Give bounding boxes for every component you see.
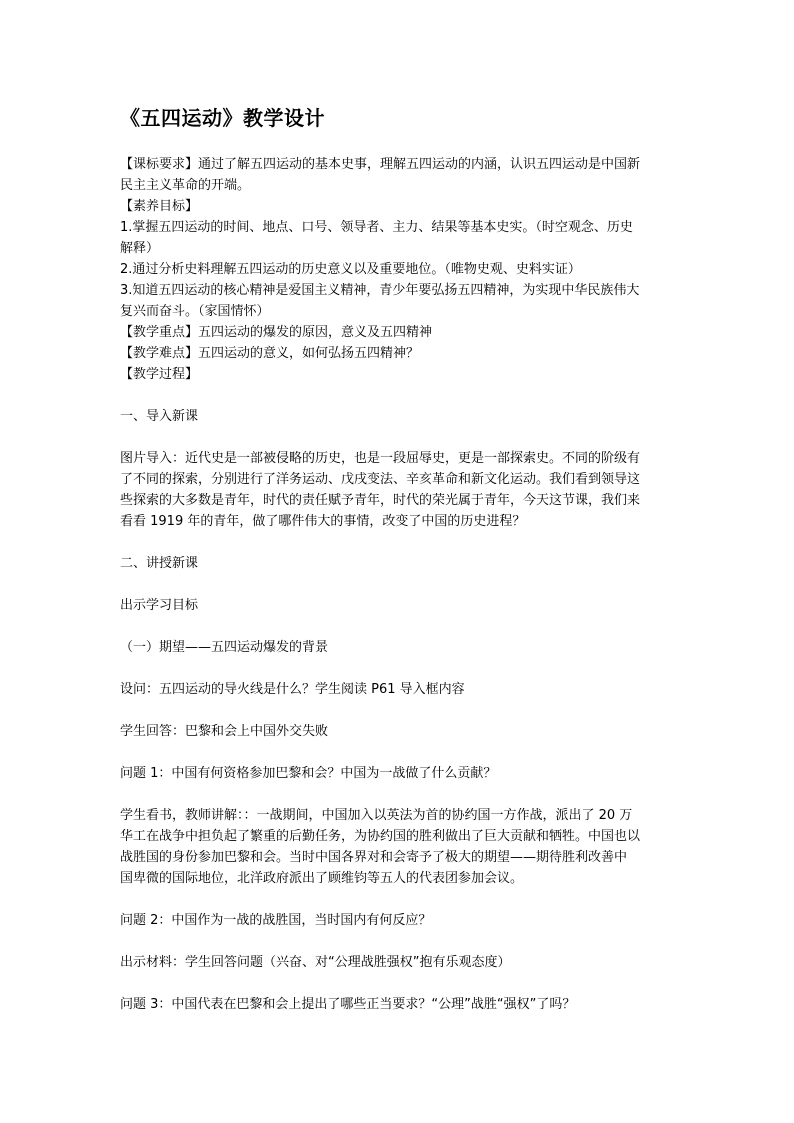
text-line: 1.掌握五四运动的时间、地点、口号、领导者、主力、结果等基本史实。（时空观念、历史 bbox=[120, 220, 633, 235]
text-line: 国卑微的国际地位，北洋政府派出了顾维钧等五人的代表团参加会议。 bbox=[120, 871, 524, 886]
text-line: 学生看书，教师讲解：：一战期间，中国加入以英法为首的协约国一方作战，派出了 20 万 bbox=[120, 808, 633, 823]
intro-paragraph bbox=[120, 448, 680, 532]
text-line: 【教学重点】五四运动的爆发的原因，意义及五四精神 bbox=[120, 325, 433, 340]
text-line: 民主主义革命的开端。 bbox=[120, 178, 251, 193]
show-goals-text: 出示学习目标 bbox=[120, 598, 199, 613]
text-line: 战胜国的身份参加巴黎和会。当时中国各界对和会寄予了极大的期望——期待胜利改善中 bbox=[120, 850, 628, 865]
text-line: 些探索的大多数是青年，时代的责任赋予青年，时代的荣光属于青年，今天这节课，我们来 bbox=[120, 493, 641, 508]
document-title: 《五四运动》教学设计 bbox=[120, 106, 325, 130]
question-intro: 设问：五四运动的导火线是什么？学生阅读 P61 导入框内容 bbox=[120, 682, 465, 697]
question-3: 问题 3：中国代表在巴黎和会上提出了哪些正当要求？“公理”战胜“强权”了吗？ bbox=[120, 997, 576, 1012]
text-line: 图片导入：近代史是一部被侵略的历史，也是一段屈辱史，更是一部探索史。不同的阶级有 bbox=[120, 451, 641, 466]
document-page bbox=[120, 106, 680, 1015]
section-heading-new-lesson: 二、讲授新课 bbox=[120, 556, 199, 571]
text-line: 华工在战争中担负起了繁重的后勤任务，为协约国的胜利做出了巨大贡献和牺牲。中国也以 bbox=[120, 829, 641, 844]
section-heading-intro: 一、导入新课 bbox=[120, 409, 199, 424]
text-line: 解释） bbox=[120, 241, 160, 256]
text-line: 了不同的探索，分别进行了洋务运动、戊戌变法、辛亥革命和新文化运动。我们看到领导这 bbox=[120, 472, 641, 487]
subsection-heading: （一）期望——五四运动爆发的背景 bbox=[120, 640, 329, 655]
text-line: 【素养目标】 bbox=[120, 199, 199, 214]
text-line: 看看 1919 年的青年，做了哪件伟大的事情，改变了中国的历史进程？ bbox=[120, 514, 526, 529]
explanation-paragraph bbox=[120, 805, 680, 889]
student-answer: 学生回答：巴黎和会上中国外交失败 bbox=[120, 724, 329, 739]
material-text: 出示材料：学生回答问题（兴奋、对“公理战胜强权”抱有乐观态度） bbox=[120, 955, 511, 970]
text-line: 【教学难点】五四运动的意义，如何弘扬五四精神？ bbox=[120, 346, 420, 361]
requirements-block bbox=[120, 154, 680, 385]
text-line: 3.知道五四运动的核心精神是爱国主义精神，青少年要弘扬五四精神，为实现中华民族伟大 bbox=[120, 283, 640, 298]
text-line: 【课标要求】通过了解五四运动的基本史事，理解五四运动的内涵，认识五四运动是中国新 bbox=[120, 157, 641, 172]
text-line: 2.通过分析史料理解五四运动的历史意义以及重要地位。（唯物史观、史料实证） bbox=[120, 262, 581, 277]
text-line: 复兴而奋斗。（家国情怀） bbox=[120, 304, 270, 319]
question-1: 问题 1：中国有何资格参加巴黎和会？中国为一战做了什么贡献？ bbox=[120, 766, 497, 781]
text-line: 【教学过程】 bbox=[120, 367, 199, 382]
question-2: 问题 2：中国作为一战的战胜国，当时国内有何反应？ bbox=[120, 913, 432, 928]
